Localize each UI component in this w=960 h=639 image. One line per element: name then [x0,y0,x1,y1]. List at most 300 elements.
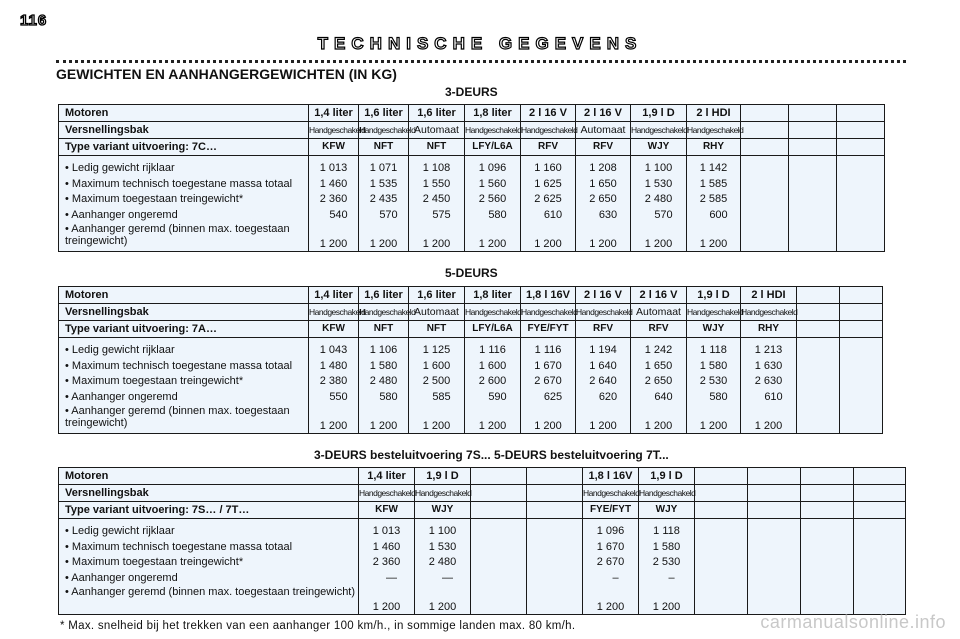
gearbox-cell: Handgeschakeld [687,304,741,321]
line-gap [465,405,520,417]
weights-cell [631,338,687,434]
line-gap [309,223,358,235]
type-cell [741,139,789,156]
type-cell: KFW [309,139,359,156]
gearbox-cell [797,304,840,321]
engine-cell: 2 l HDI [741,287,797,304]
weight-value-max-mass: 1 560 [478,177,507,190]
weight-label-unbraked: • Aanhanger ongeremd [65,208,178,221]
weights-cell [854,519,906,615]
weight-value-max-mass: 1 530 [428,540,457,553]
weight-value-max-train: 2 480 [369,375,398,387]
gearbox-cell [695,485,748,502]
weights-cell [527,519,583,615]
engine-cell [471,468,527,485]
line-gap [687,223,740,235]
type-cell: FYE/FYT [521,321,576,338]
engine-cell: 1,9 l D [639,468,695,485]
gearbox-cell [527,485,583,502]
line-gap [741,405,796,417]
weight-value-unbraked: 630 [598,208,618,221]
gearbox-cell: Handgeschakeld [521,122,576,139]
weight-value-unladen: 1 100 [428,525,457,537]
weight-value-unbraked: 540 [329,208,348,221]
engine-cell: 2 l 16 V [576,287,631,304]
weight-value-max-train: 2 380 [319,375,348,387]
weight-value-max-train: 2 480 [644,193,673,205]
line-gap [631,223,686,235]
weight-value-braked: 1 200 [596,601,625,613]
chapter-title: TECHNISCHE GEGEVENS [317,34,643,53]
weight-value-unladen: 1 242 [644,344,673,356]
weight-value-unbraked: — [442,571,453,584]
gearbox-cell [789,122,837,139]
row-label-gearbox: Versnellingsbak [59,122,309,139]
weights-labels [59,338,309,434]
type-cell [527,502,583,519]
weight-value-braked: 1 200 [699,420,728,432]
gearbox-cell: Automaat [576,122,631,139]
weight-value-max-mass: 1 550 [422,177,451,190]
weights-cell [687,338,741,434]
weight-value-max-train: 2 530 [652,556,681,568]
engine-cell: 1,9 l D [631,105,687,122]
weight-value-unbraked: 610 [764,390,783,403]
weight-value-max-mass: 1 670 [596,540,625,553]
weights-cell [409,156,465,252]
weight-value-max-mass: 1 530 [644,177,673,190]
weights-cell [521,156,576,252]
gearbox-cell [837,122,885,139]
gearbox-cell: Handgeschakeld [309,122,359,139]
gearbox-cell: Handgeschakeld [359,304,409,321]
engine-cell: 1,6 liter [359,105,409,122]
weight-label-max-mass: • Maximum technisch toegestane massa totaal [65,359,293,372]
weights-row [59,519,906,615]
weight-label-braked: • Aanhanger geremd (binnen max. toegestaan treingewicht) [65,405,290,429]
row-label-type: Type variant uitvoering: 7A… [59,321,309,338]
weight-value-max-mass: 1 535 [369,177,398,190]
type-cell: NFT [409,139,465,156]
line-gap [687,405,740,417]
weight-value-unladen: 1 118 [700,344,727,356]
row-label-engines: Motoren [59,468,359,485]
type-cell: RFV [576,321,631,338]
weight-value-braked: 1 200 [422,420,451,432]
weight-value-unladen: 1 100 [644,162,673,174]
weights-cell [797,338,840,434]
weight-value-braked: 1 200 [589,420,617,432]
weight-value-braked: 1 200 [589,238,617,250]
weights-cell [359,156,409,252]
engine-cell [840,287,883,304]
weights-cell [748,519,801,615]
line-gap [741,161,788,173]
weight-value-unbraked: 600 [709,208,728,221]
weight-value-max-mass: 1 630 [754,359,783,372]
gearbox-cell [741,122,789,139]
engine-cell [741,105,789,122]
type-cell: WJY [639,502,695,519]
watermark: carmanualsonline.info [760,612,946,632]
weights-table-3-deurs [58,104,885,252]
engine-cell: 1,8 liter [465,105,521,122]
engine-cell: 1,6 liter [359,287,409,304]
type-row [59,321,883,338]
weights-cell [639,519,695,615]
weight-label-unbraked: • Aanhanger ongeremd [65,571,178,584]
engine-cell: 2 l 16 V [631,287,687,304]
line-gap [840,343,882,355]
weight-value-max-train: 2 670 [534,375,562,387]
weight-value-max-mass: 1 580 [652,540,681,553]
weights-cell [837,156,885,252]
weight-value-max-mass: 1 585 [699,177,728,190]
type-row [59,139,885,156]
weights-cell [309,338,359,434]
type-cell: WJY [415,502,471,519]
row-label-gearbox: Versnellingsbak [59,304,309,321]
weight-value-unladen: 1 213 [754,344,783,356]
type-cell: RFV [631,321,687,338]
weight-value-unbraked: 590 [488,390,507,403]
type-cell [801,502,854,519]
engine-cell [797,287,840,304]
weight-value-max-train: 2 500 [422,375,451,387]
type-cell: FYE/FYT [583,502,639,519]
weight-label-unladen: • Ledig gewicht rijklaar [65,162,175,174]
line-gap [576,223,630,235]
engine-cell: 1,8 l 16V [583,468,639,485]
weight-label-braked: • Aanhanger geremd (binnen max. toegestaan treingewicht) [65,223,290,247]
weight-label-max-train: • Maximum toegestaan treingewicht* [65,556,244,568]
line-gap [521,405,575,417]
type-cell: RFV [576,139,631,156]
weights-cell [359,338,409,434]
line-gap [797,343,839,355]
gearbox-cell: Handgeschakeld [359,122,409,139]
gearbox-cell: Handgeschakeld [583,485,639,502]
weight-value-unbraked: 570 [654,208,673,221]
weight-value-max-mass: 1 670 [534,359,562,372]
weight-value-unbraked: 550 [329,390,348,403]
type-cell: RHY [687,139,741,156]
weight-value-unladen: 1 208 [589,162,617,174]
weights-cell [576,338,631,434]
weight-value-max-mass: 1 640 [589,359,617,372]
weight-value-max-mass: 1 580 [369,359,398,372]
weight-value-unladen: 1 118 [653,525,680,537]
row-label-type: Type variant uitvoering: 7S… / 7T… [59,502,359,519]
line-gap [521,223,575,235]
gearbox-cell: Automaat [409,122,465,139]
line-gap [359,223,408,235]
table-caption-besteluitvoering: 3-DEURS besteluitvoering 7S... 5-DEURS besteluitvoering 7T... [314,448,669,462]
type-cell: WJY [631,139,687,156]
weights-cell [840,338,883,434]
weights-cell [415,519,471,615]
weights-cell [409,338,465,434]
gearbox-cell [840,304,883,321]
type-cell: KFW [309,321,359,338]
weight-value-max-mass: 1 580 [699,359,728,372]
weight-value-unladen: 1 116 [534,344,562,356]
weight-value-braked: 1 200 [644,420,673,432]
weight-label-max-mass: • Maximum technisch toegestane massa totaal [65,177,293,190]
gearbox-row [59,304,883,321]
weights-cell [309,156,359,252]
weight-value-unbraked: 580 [709,390,728,403]
line-gap [695,524,747,536]
engine-cell: 1,9 l D [415,468,471,485]
weight-value-unbraked: 625 [543,390,563,403]
type-cell: WJY [687,321,741,338]
gearbox-cell: Handgeschakeld [415,485,471,502]
gearbox-cell: Handgeschakeld [359,485,415,502]
weight-value-max-mass: 1 650 [589,177,617,190]
weight-value-unbraked: 620 [598,390,618,403]
weight-value-unladen: 1 108 [422,162,451,174]
line-gap [639,586,694,598]
engine-cell [748,468,801,485]
weight-value-max-mass: 1 600 [422,359,451,372]
type-cell [837,139,885,156]
weight-label-max-train: • Maximum toegestaan treingewicht* [65,375,244,387]
weight-value-braked: 1 200 [319,238,348,250]
gearbox-cell: Handgeschakeld [521,304,576,321]
line-gap [409,405,464,417]
engine-cell [789,105,837,122]
weight-value-braked: 1 200 [754,420,783,432]
weight-value-max-train: 2 585 [699,193,728,205]
type-cell: LFY/L6A [465,321,521,338]
gearbox-cell: Handgeschakeld [631,122,687,139]
line-gap [789,161,836,173]
line-gap [837,161,884,173]
weight-value-unladen: 1 096 [596,525,625,537]
line-gap [583,586,638,598]
gearbox-cell: Automaat [631,304,687,321]
weights-cell [465,156,521,252]
weight-value-max-train: 2 625 [534,193,562,205]
weight-value-braked: 1 200 [428,601,457,613]
weight-value-unladen: 1 194 [589,344,617,356]
gearbox-cell [748,485,801,502]
weight-value-max-mass: 1 625 [534,177,562,190]
engine-cell: 1,4 liter [309,287,359,304]
weight-value-max-train: 2 480 [428,556,457,568]
section-title: GEWICHTEN EN AANHANGERGEWICHTEN (IN KG) [56,66,397,82]
type-row [59,502,906,519]
line-gap [631,405,686,417]
weight-value-max-train: 2 600 [478,375,507,387]
weight-value-max-mass: 1 650 [644,359,673,372]
weight-label-max-mass: • Maximum technisch toegestane massa totaal [65,540,293,553]
footnote: * Max. snelheid bij het trekken van een aanhanger 100 km/h., in sommige landen max. 80 km/h. [60,620,576,632]
engine-cell: 1,6 liter [409,287,465,304]
weights-cell [631,156,687,252]
engine-cell [527,468,583,485]
weight-value-max-train: 2 530 [699,375,728,387]
engine-row [59,105,885,122]
weight-value-unbraked: 575 [432,208,451,221]
weight-value-unbraked: 570 [379,208,398,221]
engine-cell: 1,6 liter [409,105,465,122]
gearbox-cell: Handgeschakeld [687,122,741,139]
weights-cell [465,338,521,434]
page-number: 116 [20,12,48,29]
row-label-type: Type variant uitvoering: 7C… [59,139,309,156]
gearbox-cell: Handgeschakeld [639,485,695,502]
type-cell: NFT [359,139,409,156]
weight-value-max-train: 2 360 [319,193,348,205]
weight-value-unbraked: – [668,571,675,584]
weight-value-unbraked: 610 [543,208,563,221]
table-caption-5-deurs: 5-DEURS [445,266,498,280]
line-gap [471,524,526,536]
weight-value-unladen: 1 013 [319,162,348,174]
engine-cell [837,105,885,122]
weights-cell [695,519,748,615]
weight-value-braked: 1 200 [319,420,348,432]
weight-value-braked: 1 200 [422,238,451,250]
row-label-gearbox: Versnellingsbak [59,485,359,502]
weight-value-max-train: 2 650 [644,375,673,387]
weights-labels [59,156,309,252]
weights-cell [583,519,639,615]
line-gap [527,524,582,536]
line-gap [748,524,800,536]
line-gap [801,524,853,536]
line-gap [854,524,905,536]
engine-cell: 2 l 16 V [521,105,576,122]
engine-cell: 2 l HDI [687,105,741,122]
gearbox-cell [854,485,906,502]
weight-value-unladen: 1 125 [422,344,451,356]
weights-cell [576,156,631,252]
weight-value-max-mass: 1 460 [319,177,348,190]
weights-cell [687,156,741,252]
type-cell: RFV [521,139,576,156]
weights-cell [359,519,415,615]
weight-value-max-train: 2 450 [422,193,451,205]
weight-label-braked: • Aanhanger geremd (binnen max. toegestaan treingewicht) [65,586,356,598]
line-gap [359,586,414,598]
weights-labels [59,519,359,615]
type-cell [797,321,840,338]
engine-cell: 2 l 16 V [576,105,631,122]
engine-cell [854,468,906,485]
type-cell: RHY [741,321,797,338]
engine-cell: 1,4 liter [309,105,359,122]
type-cell [789,139,837,156]
gearbox-cell: Handgeschakeld [465,304,521,321]
dotted-rule [56,60,906,63]
type-cell: NFT [359,321,409,338]
weight-value-unladen: 1 071 [369,162,398,174]
table-caption-3-deurs: 3-DEURS [445,85,498,99]
weight-value-max-train: 2 640 [589,375,617,387]
weight-value-braked: 1 200 [644,238,673,250]
line-gap [576,405,630,417]
weight-value-braked: 1 200 [534,238,562,250]
gearbox-cell: Automaat [409,304,465,321]
line-gap [309,405,358,417]
row-label-engines: Motoren [59,287,309,304]
type-cell [748,502,801,519]
weight-value-unbraked: 580 [488,208,507,221]
engine-cell: 1,8 liter [465,287,521,304]
gearbox-cell [471,485,527,502]
row-label-engines: Motoren [59,105,309,122]
weight-value-unladen: 1 106 [369,344,398,356]
engine-cell [695,468,748,485]
weight-value-braked: 1 200 [534,420,562,432]
weight-label-unbraked: • Aanhanger ongeremd [65,390,178,403]
weight-value-unbraked: 580 [379,390,398,403]
line-gap [409,223,464,235]
engine-cell: 1,4 liter [359,468,415,485]
weights-cell [471,519,527,615]
weight-label-max-train: • Maximum toegestaan treingewicht* [65,193,244,205]
weight-value-max-mass: 1 460 [372,540,401,553]
weight-value-max-train: 2 560 [478,193,507,205]
weight-value-unladen: 1 096 [478,162,507,174]
type-cell [695,502,748,519]
type-cell: KFW [359,502,415,519]
weight-value-unladen: 1 160 [534,162,562,174]
gearbox-cell: Handgeschakeld [309,304,359,321]
weight-label-unladen: • Ledig gewicht rijklaar [65,525,175,537]
weight-value-unladen: 1 043 [319,344,348,356]
weight-value-max-train: 2 630 [754,375,783,387]
weights-row [59,338,883,434]
engine-cell: 1,9 l D [687,287,741,304]
type-cell: LFY/L6A [465,139,521,156]
weight-value-braked: 1 200 [369,238,398,250]
weight-value-max-mass: 1 600 [478,359,507,372]
weights-cell [801,519,854,615]
gearbox-cell: Handgeschakeld [741,304,797,321]
weight-value-max-mass: 1 480 [319,359,348,372]
line-gap [359,405,408,417]
gearbox-row [59,485,906,502]
weight-value-braked: 1 200 [478,238,507,250]
weight-value-unbraked: 585 [432,390,451,403]
type-cell [840,321,883,338]
weight-label-unladen: • Ledig gewicht rijklaar [65,344,175,356]
weight-value-max-train: 2 670 [596,556,625,568]
weight-value-unbraked: 640 [654,390,673,403]
type-cell [471,502,527,519]
weight-value-unladen: 1 142 [699,162,728,174]
weights-cell [741,338,797,434]
weight-value-max-train: 2 360 [372,556,401,568]
gearbox-cell: Handgeschakeld [465,122,521,139]
line-gap [415,586,470,598]
weight-value-braked: 1 200 [699,238,728,250]
weights-table-5-deurs [58,286,883,434]
weight-value-unbraked: — [386,571,397,584]
weight-value-unladen: 1 116 [479,344,506,356]
weight-value-unladen: 1 013 [372,525,401,537]
weights-cell [741,156,789,252]
weight-value-braked: 1 200 [372,601,401,613]
weight-value-braked: 1 200 [652,601,681,613]
line-gap [465,223,520,235]
weights-cell [521,338,576,434]
gearbox-cell: Handgeschakeld [576,304,631,321]
